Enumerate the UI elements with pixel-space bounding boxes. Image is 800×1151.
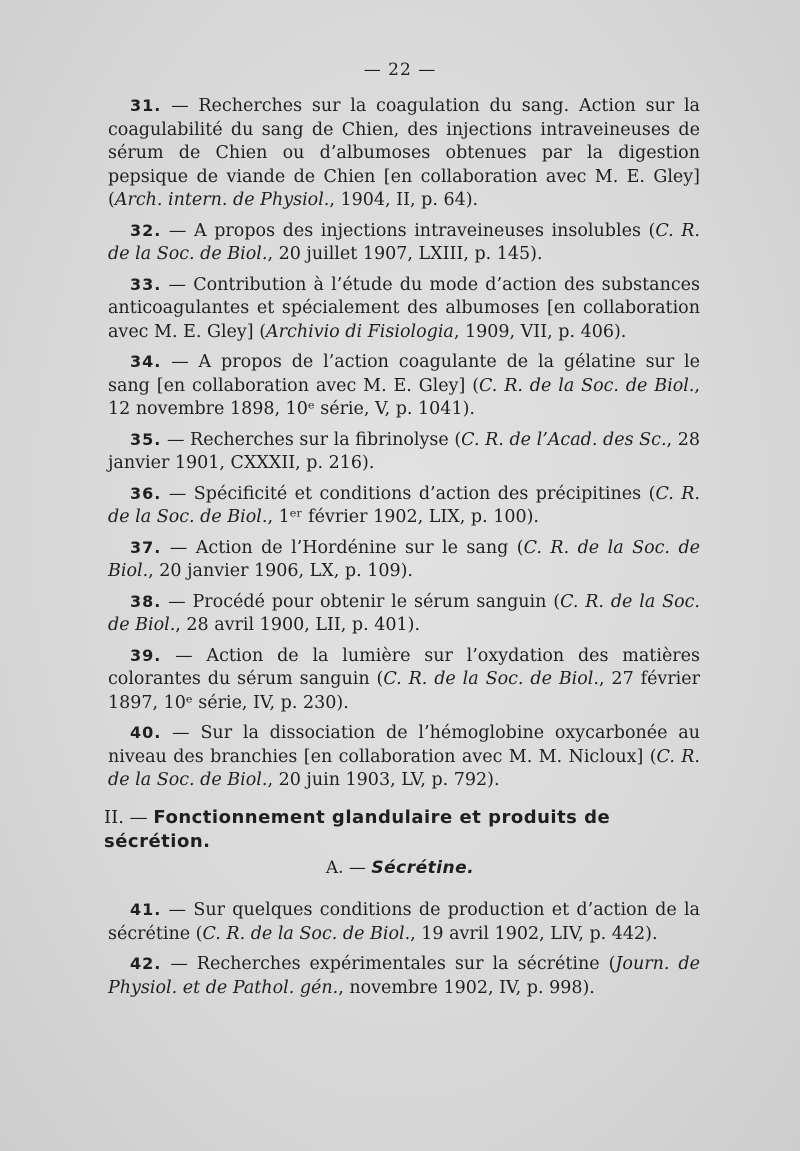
bibliography-entry (108, 536, 700, 584)
entry-text: , 1904, II, p. 64). (329, 190, 479, 210)
entry-journal: C. R. de la Soc. de Biol. (108, 220, 700, 264)
entry-text: , 1ᵉʳ février 1902, LIX, p. 100). (267, 507, 539, 527)
entry-journal: C. R. de la Soc. de Biol. (108, 591, 700, 635)
entry-text: , 27 février 1897, 10ᵉ série, IV, p. 230). (108, 669, 700, 713)
entry-journal: C. R. de la Soc. de Biol. (479, 375, 695, 396)
entry-journal: C. R. de la Soc. de Biol. (108, 746, 700, 790)
entry-text: , 28 janvier 1901, CXXXII, p. 216). (108, 429, 700, 473)
entry-number: 39. (130, 645, 162, 665)
entry-text: — Procédé pour obtenir le sérum sanguin ( (161, 591, 561, 612)
entry-journal: C. R. de la Soc. de Biol. (108, 483, 700, 527)
entry-journal: Archivio di Fisiologia (266, 321, 454, 342)
bibliography-entry (108, 952, 700, 1000)
entry-number: 42. (130, 954, 162, 973)
entry-number: 36. (130, 483, 162, 503)
entry-text: , 19 avril 1902, LIV, p. 442). (410, 923, 658, 944)
entry-number: 35. (130, 429, 162, 449)
entry-journal: C. R. de la Soc. de Biol. (383, 669, 599, 689)
entry-journal: C. R. de l’Acad. des Sc. (461, 429, 667, 450)
entry-text: — Recherches sur la coagulation du sang. Action sur la coagulabilité du sang de Chien, des injections intraveineuses de sérum de Chien ou d’albumoses obtenues par la digestion pepsique de viande de Chien [en collaboration avec M. E. Gley] ( (108, 96, 700, 210)
entry-number: 33. (130, 274, 162, 294)
entry-text: — A propos des injections intraveineuses insolubles ( (161, 220, 656, 241)
section-number: II. — (104, 807, 154, 828)
bibliography-entry (108, 644, 700, 716)
section-title: Fonctionnement glandulaire et produits de sécrétion. (104, 807, 611, 852)
entry-number: 34. (130, 352, 162, 371)
entry-text: — Contribution à l’étude du mode d’action des substances anticoagulantes et spécialement des albumoses [en collaboration avec M. E. Gley] ( (108, 274, 700, 342)
entry-text: , 20 juin 1903, LV, p. 792). (267, 770, 500, 790)
entry-text: — Sur la dissociation de l’hémoglobine oxycarbonée au niveau des branchies [en collaboration avec M. M. Nicloux] ( (108, 723, 700, 767)
page-number: — 22 — (363, 60, 437, 80)
subsection-heading (0, 858, 800, 878)
entry-text: — Sur quelques conditions de production et d’action de la sécrétine ( (108, 900, 700, 944)
entry-text: — Spécificité et conditions d’action des précipitines ( (161, 483, 656, 504)
entry-text: — Recherches expérimentales sur la sécrétine ( (161, 954, 616, 974)
subsection-title: Sécrétine. (371, 858, 475, 878)
bibliography-entry (108, 721, 700, 793)
entry-journal: Journ. de Physiol. et de Pathol. gén. (108, 954, 700, 998)
bibliography-entry (108, 428, 700, 476)
bibliography-list-secretine (108, 898, 700, 1006)
entry-text: — Recherches sur la fibrinolyse ( (161, 429, 462, 450)
bibliography-entry (108, 590, 700, 638)
bibliography-entry (108, 898, 700, 946)
section-heading (104, 806, 700, 854)
entry-number: 32. (130, 220, 162, 240)
bibliography-entry (108, 219, 700, 267)
bibliography-list (108, 94, 700, 799)
bibliography-entry (108, 482, 700, 530)
entry-number: 37. (130, 537, 162, 557)
entry-text: — Action de l’Hordénine sur le sang ( (161, 537, 524, 558)
bibliography-entry (108, 94, 700, 213)
entry-number: 38. (130, 591, 162, 611)
entry-journal: Arch. intern. de Physiol. (114, 190, 330, 210)
entry-text: , 28 avril 1900, LII, p. 401). (175, 615, 421, 635)
bibliography-entry (108, 273, 700, 345)
subsection-prefix: A. — (325, 858, 372, 878)
entry-text: — Action de la lumière sur l’oxydation des matières colorantes du sérum sanguin ( (108, 645, 700, 689)
entry-text: — A propos de l’action coagulante de la gélatine sur le sang [en collaboration avec M. E. Gley] ( (108, 352, 700, 396)
entry-text: , novembre 1902, IV, p. 998). (338, 977, 595, 998)
entry-number: 41. (130, 900, 162, 919)
entry-journal: C. R. de la Soc. de Biol. (108, 537, 700, 581)
entry-text: , 20 janvier 1906, LX, p. 109). (148, 561, 413, 581)
entry-text: , 20 juillet 1907, LXIII, p. 145). (267, 244, 543, 264)
entry-text: , 12 novembre 1898, 10ᵉ série, V, p. 1041). (108, 375, 700, 419)
bibliography-entry (108, 350, 700, 422)
entry-text: , 1909, VII, p. 406). (453, 321, 627, 342)
entry-number: 40. (130, 723, 162, 742)
entry-number: 31. (130, 96, 162, 115)
entry-journal: C. R. de la Soc. de Biol. (202, 923, 411, 944)
